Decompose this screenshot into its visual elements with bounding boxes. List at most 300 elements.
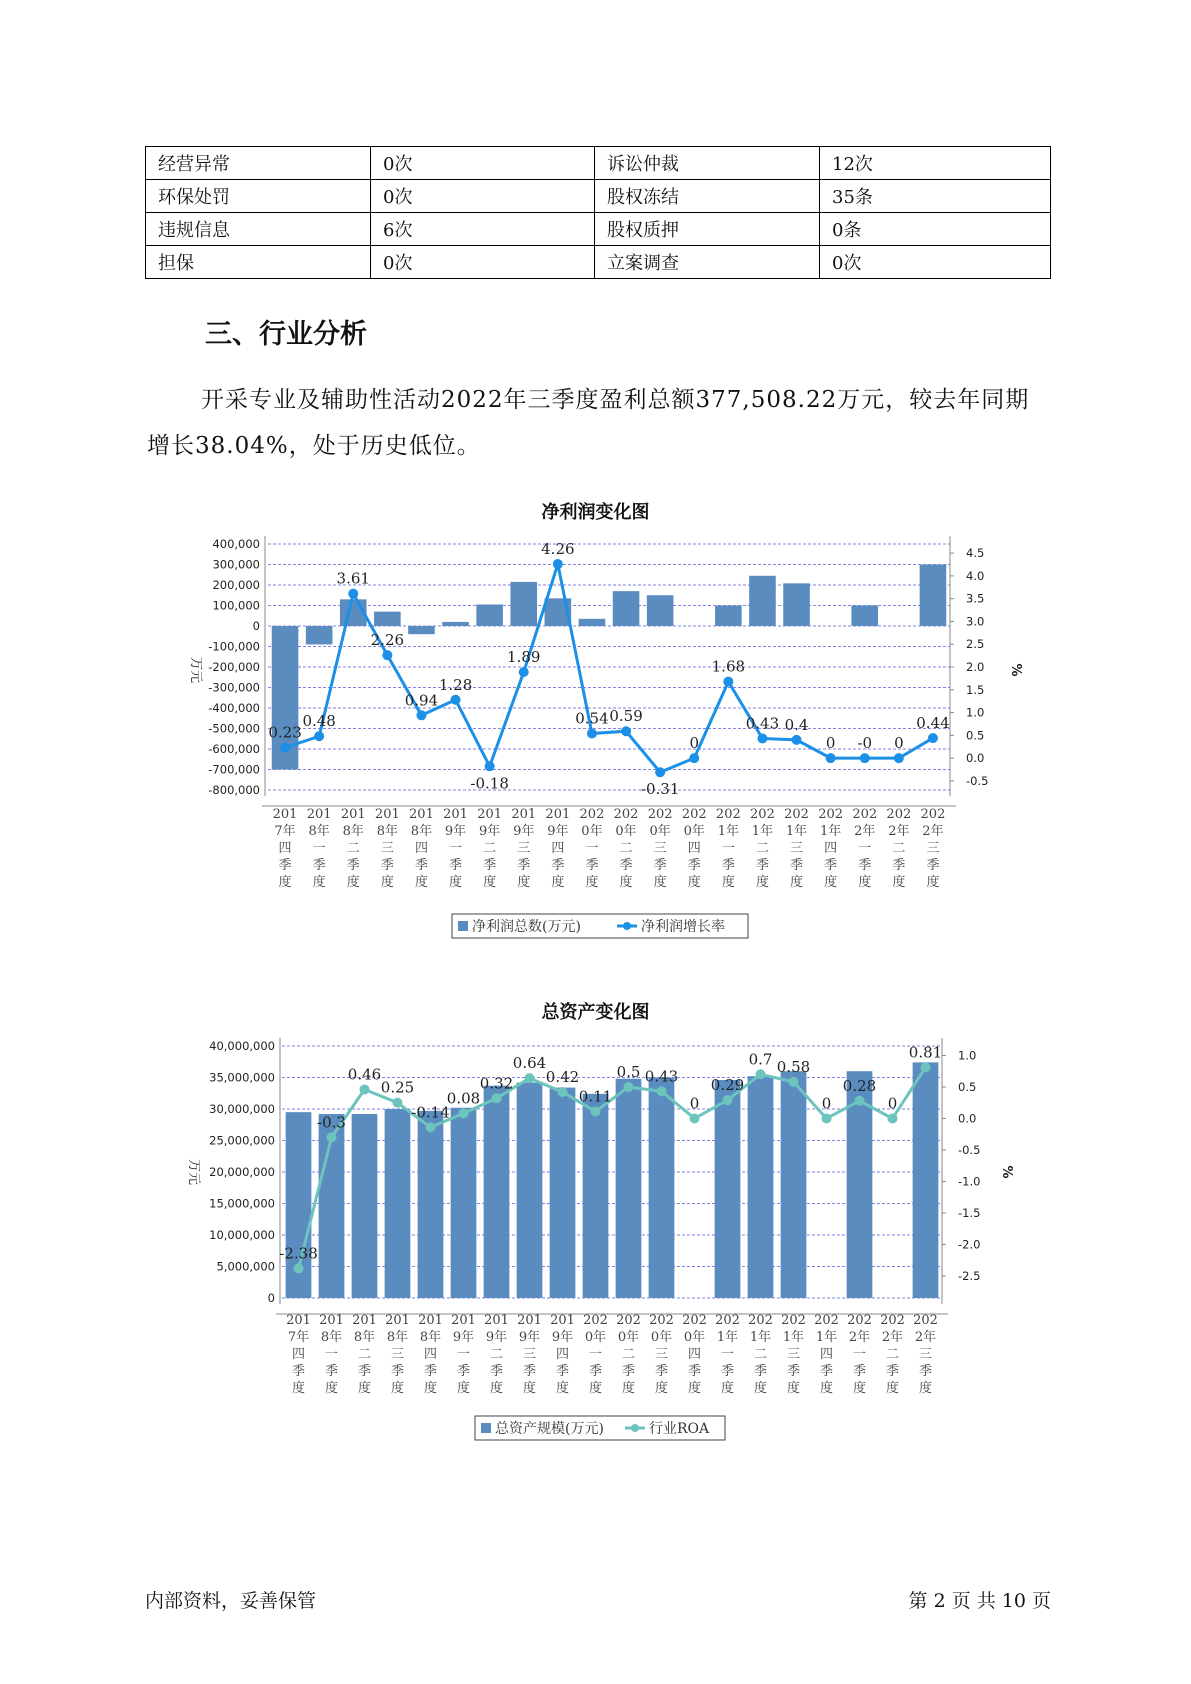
bar (647, 595, 674, 626)
y2-tick-label: -2.5 (958, 1268, 981, 1283)
x-tick-label: 二 (489, 1347, 504, 1362)
bar (550, 1088, 576, 1298)
x-tick-label: 四 (278, 841, 292, 856)
data-point (689, 753, 699, 763)
y-tick-label: -800,000 (208, 783, 260, 797)
x-tick-label: 9年 (547, 824, 569, 839)
legend-bar-label: 总资产规模(万元) (495, 1421, 604, 1437)
data-point (591, 1107, 601, 1117)
x-tick-label: 三 (918, 1347, 933, 1362)
y-tick-label: -700,000 (208, 762, 260, 777)
x-tick-label: 1年 (717, 824, 739, 839)
data-point (348, 589, 358, 599)
data-point (459, 1108, 469, 1118)
x-tick-label: 四 (423, 1347, 438, 1362)
x-tick-label: 四 (824, 841, 838, 856)
x-tick-label: 三 (380, 841, 394, 856)
data-label: 0.48 (302, 712, 336, 731)
risk-table (145, 146, 1051, 279)
x-tick-label: 一 (720, 1347, 735, 1362)
x-tick-label: 三 (517, 841, 531, 856)
x-tick-label: 9年 (452, 1330, 475, 1345)
x-tick-label: 8年 (342, 824, 364, 839)
y-tick-label: -500,000 (208, 721, 260, 736)
data-point (314, 731, 324, 741)
bar (749, 576, 776, 626)
x-tick-label: 7年 (287, 1330, 310, 1345)
data-label: -0.3 (317, 1113, 346, 1132)
bar (352, 1114, 378, 1298)
table-cell: 0次 (820, 246, 1051, 279)
x-tick-label: 季 (720, 1364, 735, 1379)
data-point (553, 559, 563, 569)
bar (476, 604, 503, 626)
y-tick-label: -600,000 (208, 742, 260, 756)
data-label: 0.64 (512, 1054, 547, 1073)
y2-tick-label: 4.0 (966, 568, 985, 583)
x-tick-label: 一 (324, 1347, 339, 1362)
y2-tick-label: 3.5 (966, 591, 985, 606)
x-tick-label: 二 (346, 841, 360, 856)
x-tick-label: 二 (619, 841, 633, 856)
data-label: 1.68 (711, 657, 746, 676)
x-tick-label: 度 (687, 875, 701, 890)
x-tick-label: 度 (786, 1381, 801, 1396)
x-tick-label: 201 (418, 1313, 443, 1328)
table-cell: 0次 (371, 147, 595, 180)
x-tick-label: 201 (340, 807, 366, 822)
x-tick-label: 度 (755, 875, 769, 890)
x-tick-label: 度 (852, 1381, 867, 1396)
x-tick-label: 季 (753, 1364, 768, 1379)
data-point (485, 761, 495, 771)
data-label: 0.08 (446, 1089, 481, 1108)
table-cell: 经营异常 (146, 147, 371, 180)
x-tick-label: 二 (885, 1347, 900, 1362)
data-point (519, 667, 529, 677)
y-tick-label: 35,000,000 (209, 1070, 275, 1085)
x-tick-label: 201 (484, 1313, 509, 1328)
data-point (928, 733, 938, 743)
x-tick-label: 202 (784, 807, 809, 822)
x-tick-label: 202 (748, 1313, 773, 1328)
bar (783, 583, 810, 626)
data-label: 0 (689, 1094, 700, 1113)
data-label: 0.23 (268, 723, 302, 742)
x-tick-label: 8年 (376, 824, 398, 839)
x-tick-label: 202 (682, 1313, 707, 1328)
x-tick-label: 202 (880, 1313, 905, 1328)
x-tick-label: 季 (380, 858, 394, 873)
legend-line-marker (631, 1424, 639, 1432)
x-tick-label: 季 (858, 858, 872, 873)
x-tick-label: 季 (312, 858, 326, 873)
x-tick-label: 三 (790, 841, 804, 856)
bar (306, 626, 333, 644)
x-tick-label: 8年 (320, 1330, 343, 1345)
x-tick-label: 季 (885, 1364, 900, 1379)
data-point (360, 1084, 370, 1094)
x-tick-label: 201 (443, 807, 468, 822)
data-label: -2.38 (279, 1244, 318, 1263)
x-tick-label: 0年 (615, 824, 637, 839)
table-cell: 诉讼仲裁 (595, 147, 820, 180)
y2-tick-label: 1.0 (966, 705, 985, 720)
x-tick-label: 度 (312, 875, 326, 890)
x-tick-label: 季 (278, 858, 292, 873)
x-tick-label: 二 (892, 841, 906, 856)
x-tick-label: 202 (715, 807, 741, 822)
analysis-paragraph: 开采专业及辅助性活动2022年三季度盈利总额377,508.22万元，较去年同期增长38.04%，处于历史低位。 (147, 387, 1030, 459)
data-label: 0 (825, 734, 836, 753)
x-tick-label: 201 (306, 807, 332, 822)
bar (510, 582, 537, 626)
x-tick-label: 二 (621, 1347, 636, 1362)
data-label: 0.94 (404, 691, 439, 710)
footer-confidential: 内部资料，妥善保管 (145, 1590, 317, 1612)
x-tick-label: 季 (687, 1364, 702, 1379)
data-point (792, 735, 802, 745)
bar (374, 612, 401, 626)
net-profit-chart (0, 530, 1191, 950)
data-point (426, 1122, 436, 1132)
y-tick-label: 20,000,000 (209, 1165, 275, 1179)
x-tick-label: 度 (414, 875, 428, 890)
data-point (822, 1113, 832, 1123)
x-tick-label: 0年 (649, 824, 671, 839)
data-point (756, 1069, 766, 1079)
table-cell: 35条 (820, 180, 1051, 213)
x-tick-label: 8年 (419, 1330, 442, 1345)
x-tick-label: 季 (357, 1364, 372, 1379)
data-label: 0.29 (710, 1076, 745, 1095)
x-tick-label: 201 (374, 807, 400, 822)
data-label: -0.14 (411, 1103, 450, 1122)
x-tick-label: 202 (616, 1313, 641, 1328)
y2-tick-label: 0.0 (958, 1111, 977, 1126)
x-tick-label: 9年 (518, 1330, 541, 1345)
data-point (655, 767, 665, 777)
data-label: -0 (857, 734, 873, 753)
data-label: 0.81 (908, 1043, 943, 1062)
bar (715, 1080, 741, 1298)
x-tick-label: 202 (681, 807, 707, 822)
x-tick-label: 季 (489, 1364, 504, 1379)
x-tick-label: 9年 (551, 1330, 574, 1345)
y2-tick-label: -2.0 (958, 1237, 981, 1252)
data-point (294, 1263, 304, 1273)
x-tick-label: 度 (517, 875, 531, 890)
y-tick-label: 15,000,000 (209, 1196, 275, 1211)
x-tick-label: 1年 (751, 824, 774, 839)
data-point (855, 1096, 865, 1106)
x-tick-label: 季 (483, 858, 497, 873)
data-point (826, 753, 836, 763)
x-tick-label: 8年 (386, 1330, 409, 1345)
x-tick-label: 季 (819, 1364, 834, 1379)
x-tick-label: 一 (312, 841, 326, 856)
table-cell: 股权冻结 (595, 180, 820, 213)
x-tick-label: 季 (414, 858, 428, 873)
data-label: -0.18 (470, 774, 509, 793)
x-tick-label: 四 (687, 841, 701, 856)
x-tick-label: 季 (790, 858, 804, 873)
x-tick-label: 201 (385, 1313, 410, 1328)
bar (781, 1071, 807, 1298)
total-assets-chart (0, 1032, 1191, 1452)
x-tick-label: 2年 (914, 1330, 937, 1345)
bar (616, 1079, 642, 1298)
chart-title-total-assets: 总资产变化图 (541, 1002, 650, 1023)
x-tick-label: 季 (423, 1364, 438, 1379)
x-tick-label: 季 (346, 858, 360, 873)
x-tick-label: 度 (790, 875, 804, 890)
data-label: 0 (887, 1094, 898, 1113)
x-tick-label: 201 (477, 807, 503, 822)
data-point (657, 1086, 667, 1096)
data-label: 0.59 (609, 707, 643, 726)
bar (715, 606, 742, 627)
y-tick-label: 25,000,000 (209, 1133, 275, 1148)
table-row (146, 213, 1051, 246)
x-tick-label: 季 (918, 1364, 933, 1379)
x-tick-label: 四 (551, 841, 565, 856)
x-tick-label: 度 (858, 875, 872, 890)
y2-tick-label: -1.0 (958, 1174, 981, 1189)
y-tick-label: -100,000 (208, 639, 260, 654)
x-tick-label: 0年 (584, 1330, 607, 1345)
x-tick-label: 201 (286, 1313, 311, 1328)
bar (748, 1076, 774, 1298)
x-tick-label: 季 (449, 858, 463, 873)
x-tick-label: 202 (886, 807, 912, 822)
x-tick-label: 季 (687, 858, 701, 873)
x-tick-label: 二 (483, 841, 497, 856)
data-point (894, 753, 904, 763)
legend-bar-label: 净利润总数(万元) (472, 919, 581, 935)
x-tick-label: 度 (619, 875, 633, 890)
data-label: 0 (894, 734, 904, 753)
y2-tick-label: -0.5 (958, 1142, 981, 1157)
x-tick-label: 三 (786, 1347, 801, 1362)
x-tick-label: 三 (653, 841, 667, 856)
x-tick-label: 2年 (848, 1330, 871, 1345)
bar (851, 606, 878, 627)
x-tick-label: 季 (786, 1364, 801, 1379)
footer-page-number: 第 2 页 共 10 页 (908, 1590, 1051, 1612)
data-label: 0.54 (575, 709, 609, 728)
x-tick-label: 度 (753, 1381, 768, 1396)
x-tick-label: 度 (824, 875, 838, 890)
x-tick-label: 202 (583, 1313, 608, 1328)
x-tick-label: 1年 (782, 1330, 805, 1345)
x-tick-label: 度 (390, 1381, 405, 1396)
legend-line-label: 行业ROA (649, 1421, 710, 1437)
bar (579, 619, 606, 626)
x-tick-label: 季 (456, 1364, 471, 1379)
y2-tick-label: 1.0 (958, 1048, 977, 1063)
x-tick-label: 度 (423, 1381, 438, 1396)
x-tick-label: 度 (456, 1381, 471, 1396)
data-label: 0.28 (842, 1076, 877, 1095)
bar (408, 626, 435, 634)
bar (442, 622, 469, 626)
data-point (451, 695, 461, 705)
x-tick-label: 四 (555, 1347, 570, 1362)
x-tick-label: 季 (926, 858, 940, 873)
x-tick-label: 202 (781, 1313, 806, 1328)
table-row (146, 180, 1051, 213)
x-tick-label: 202 (613, 807, 639, 822)
x-tick-label: 1年 (716, 1330, 739, 1345)
legend-bar-swatch (458, 921, 468, 931)
x-tick-label: 度 (721, 875, 735, 890)
y2-tick-label: 2.5 (966, 637, 985, 652)
table-cell: 0次 (371, 180, 595, 213)
x-tick-label: 202 (649, 1313, 674, 1328)
data-point (382, 650, 392, 660)
data-label: 0.7 (748, 1050, 773, 1069)
x-tick-label: 201 (451, 1313, 476, 1328)
bar (484, 1086, 510, 1298)
x-tick-label: 二 (357, 1347, 372, 1362)
x-tick-label: 三 (654, 1347, 669, 1362)
data-label: 2.26 (370, 631, 405, 650)
y2-tick-label: 0.5 (958, 1079, 977, 1094)
x-tick-label: 四 (414, 841, 428, 856)
x-tick-label: 季 (653, 858, 667, 873)
table-cell: 担保 (146, 246, 371, 279)
x-tick-label: 202 (579, 807, 605, 822)
x-tick-label: 度 (819, 1381, 834, 1396)
x-tick-label: 0年 (581, 824, 603, 839)
x-tick-label: 季 (555, 1364, 570, 1379)
x-tick-label: 度 (324, 1381, 339, 1396)
x-tick-label: 一 (449, 841, 463, 856)
data-point (690, 1113, 700, 1123)
data-label: 0 (821, 1094, 832, 1113)
x-tick-label: 202 (852, 807, 878, 822)
x-tick-label: 季 (390, 1364, 405, 1379)
y-tick-label: -300,000 (208, 680, 260, 695)
x-tick-label: 8年 (353, 1330, 376, 1345)
y-tick-label: -200,000 (208, 660, 260, 674)
bar (649, 1078, 675, 1299)
y-tick-label: 300,000 (212, 557, 260, 572)
data-label: 0.32 (479, 1074, 514, 1093)
x-tick-label: 度 (892, 875, 906, 890)
data-label: 0 (689, 734, 700, 753)
y-tick-label: 100,000 (212, 598, 260, 613)
x-tick-label: 202 (920, 807, 946, 822)
data-label: -0.31 (640, 780, 680, 799)
bar (920, 565, 947, 627)
x-tick-label: 度 (380, 875, 394, 890)
data-point (416, 710, 426, 720)
x-tick-label: 8年 (410, 824, 433, 839)
x-tick-label: 0年 (683, 824, 705, 839)
data-label: 0.43 (644, 1067, 679, 1086)
data-point (624, 1082, 634, 1092)
table-cell: 0条 (820, 213, 1051, 246)
x-tick-label: 2年 (922, 824, 944, 839)
x-tick-label: 季 (517, 858, 531, 873)
x-tick-label: 度 (483, 875, 497, 890)
x-tick-label: 0年 (650, 1330, 673, 1345)
x-tick-label: 度 (653, 875, 667, 890)
x-tick-label: 一 (721, 841, 735, 856)
x-tick-label: 202 (647, 807, 673, 822)
y-axis-title: 万元 (186, 1158, 201, 1186)
y-tick-label: 30,000,000 (209, 1102, 275, 1116)
data-label: 0.43 (745, 714, 780, 733)
x-tick-label: 一 (588, 1347, 603, 1362)
data-point (757, 734, 767, 744)
x-tick-label: 三 (390, 1347, 405, 1362)
table-cell: 12次 (820, 147, 1051, 180)
data-point (525, 1073, 535, 1083)
x-tick-label: 度 (346, 875, 360, 890)
x-tick-label: 季 (654, 1364, 669, 1379)
x-tick-label: 0年 (617, 1330, 640, 1345)
x-tick-label: 2年 (881, 1330, 904, 1345)
table-cell: 股权质押 (595, 213, 820, 246)
x-tick-label: 1年 (749, 1330, 772, 1345)
x-tick-label: 季 (588, 1364, 603, 1379)
x-tick-label: 季 (824, 858, 838, 873)
data-label: 0.42 (545, 1067, 580, 1086)
y2-tick-label: 0.0 (966, 751, 985, 766)
chart-title-net-profit: 净利润变化图 (541, 502, 650, 523)
y2-tick-label: 4.5 (966, 546, 985, 561)
x-tick-label: 二 (755, 841, 769, 856)
x-tick-label: 2年 (854, 824, 876, 839)
x-tick-label: 202 (814, 1313, 839, 1328)
x-tick-label: 度 (357, 1381, 372, 1396)
table-cell: 环保处罚 (146, 180, 371, 213)
bar (418, 1111, 444, 1298)
x-tick-label: 度 (588, 1381, 603, 1396)
x-tick-label: 度 (585, 875, 599, 890)
table-cell: 6次 (371, 213, 595, 246)
x-tick-label: 三 (522, 1347, 537, 1362)
bar (583, 1094, 609, 1298)
x-tick-label: 202 (715, 1313, 740, 1328)
data-point (327, 1132, 337, 1142)
x-tick-label: 度 (551, 875, 565, 890)
data-point (888, 1113, 898, 1123)
x-tick-label: 202 (818, 807, 844, 822)
x-tick-label: 四 (687, 1347, 702, 1362)
data-point (621, 726, 631, 736)
table-row (146, 147, 1051, 180)
data-point (492, 1093, 502, 1103)
data-label: 3.61 (336, 569, 370, 588)
x-tick-label: 1年 (820, 824, 842, 839)
x-tick-label: 季 (892, 858, 906, 873)
x-tick-label: 三 (926, 841, 940, 856)
x-tick-label: 0年 (683, 1330, 706, 1345)
x-tick-label: 季 (291, 1364, 306, 1379)
data-point (723, 1095, 733, 1105)
x-tick-label: 201 (545, 807, 571, 822)
x-tick-label: 度 (449, 875, 463, 890)
data-point (723, 677, 733, 687)
x-tick-label: 9年 (485, 1330, 508, 1345)
data-label: 0.11 (578, 1087, 613, 1106)
x-tick-label: 2年 (888, 824, 910, 839)
bar (517, 1083, 543, 1298)
